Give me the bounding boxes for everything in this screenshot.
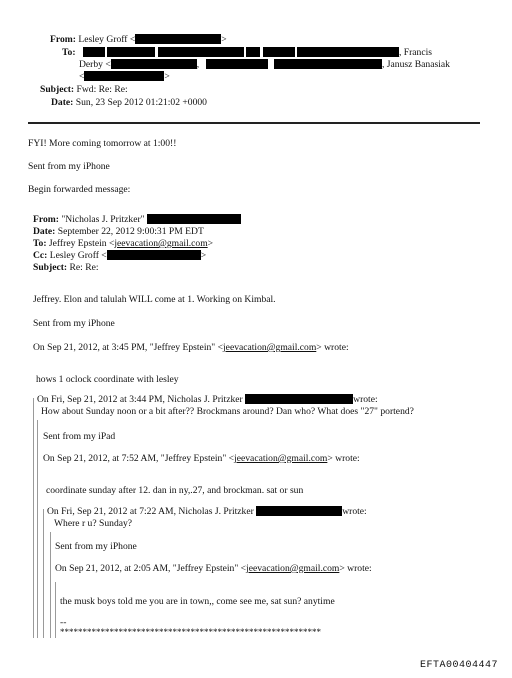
quote-bar-level-5 — [55, 582, 56, 638]
quote-5-email-link[interactable]: jeevacation@gmail.com — [246, 563, 340, 574]
thread-quote-header-1: On Sep 21, 2012, at 3:45 PM, "Jeffrey Epstein" <jeevacation@gmail.com> wrote: — [33, 342, 349, 353]
redaction-bar — [135, 34, 221, 44]
thread-msg-5: Where r u? Sunday? — [54, 518, 133, 529]
header-to-label: To: — [62, 47, 76, 58]
thread-msg-2: hows 1 oclock coordinate with lesley — [36, 374, 179, 385]
document-id: EFTA00404447 — [420, 660, 499, 671]
header-from-name: Lesley Groff < — [78, 34, 136, 45]
fwd-to-email-link[interactable]: jeevacation@gmail.com — [114, 238, 208, 249]
thread-msg-1: Jeffrey. Elon and talulah WILL come at 1. Working on Kimbal. — [33, 294, 276, 305]
thread-quote-header-2: On Fri, Sep 21, 2012 at 3:44 PM, Nicholas J. Pritzker wrote: — [37, 394, 378, 405]
redaction-bar — [111, 59, 197, 69]
header-date: Sun, 23 Sep 2012 01:21:02 +0000 — [75, 97, 207, 108]
thread-quote-header-4: On Fri, Sep 21, 2012 at 7:22 AM, Nicholas J. Pritzker wrote: — [47, 506, 367, 517]
fwd-subject: Re: Re: — [69, 262, 99, 273]
redaction-bar — [107, 47, 155, 57]
header-to-row-3: < > — [79, 71, 170, 82]
redaction-bar — [297, 47, 399, 57]
header-to-row — [62, 47, 432, 59]
thread-quote-header-5: On Sep 21, 2012, at 2:05 AM, "Jeffrey Epstein" <jeevacation@gmail.com> wrote: — [55, 563, 372, 574]
header-subject-row — [40, 84, 128, 96]
redaction-bar — [83, 47, 105, 57]
thread-msg-6: the musk boys told me you are in town,, come see me, sat sun? anytime — [60, 596, 335, 607]
redaction-bar — [84, 71, 164, 81]
header-date-label: Date: — [51, 97, 74, 108]
fwd-date: September 22, 2012 9:00:31 PM EDT — [57, 226, 204, 237]
thread-stars: ********************************************************** — [60, 627, 321, 637]
quote-bar-level-3 — [43, 509, 44, 638]
fwd-from: "Nicholas J. Pritzker" — [61, 214, 145, 225]
quote-bar-level-1 — [33, 398, 34, 638]
header-to-derby: Derby < — [79, 59, 111, 70]
header-subject-label: Subject: — [40, 84, 75, 95]
header-date-row — [51, 97, 207, 109]
header-divider — [28, 122, 480, 124]
redaction-bar — [158, 47, 244, 57]
fwd-cc-row: Cc: Lesley Groff < > — [33, 250, 207, 261]
thread-msg-4: coordinate sunday after 12. dan in ny,.27, and brockman. sat or sun — [46, 485, 304, 496]
redaction-bar — [147, 214, 241, 224]
redaction-bar — [256, 506, 342, 516]
fwd-to-row: To: Jeffrey Epstein <jeevacation@gmail.com> — [33, 238, 214, 249]
body-sent-iphone: Sent from my iPhone — [28, 161, 110, 172]
header-to-francis: , Francis — [398, 47, 432, 58]
thread-sent-ipad: Sent from my iPad — [43, 431, 116, 442]
quote-1-email-link[interactable]: jeevacation@gmail.com — [223, 342, 317, 353]
thread-msg-3: How about Sunday noon or a bit after?? Brockmans around? Dan who? What does "27" portend? — [41, 406, 414, 417]
redaction-bar — [206, 59, 268, 69]
fwd-from-row: From: "Nicholas J. Pritzker" — [33, 214, 241, 226]
header-to-row-2: Derby < , , Janusz Banasiak — [79, 59, 450, 70]
redaction-bar — [263, 47, 295, 57]
header-to-janusz: , Janusz Banasiak — [382, 59, 450, 70]
header-from-label: From: — [50, 34, 76, 45]
thread-sent-iphone-2: Sent from my iPhone — [33, 318, 115, 329]
header-from-row: From: Lesley Groff < > — [50, 34, 227, 45]
redaction-bar — [246, 47, 260, 57]
quote-bar-level-4 — [50, 532, 51, 638]
thread-sig-dash: -- — [60, 617, 67, 628]
quote-3-email-link[interactable]: jeevacation@gmail.com — [234, 453, 328, 464]
body-begin-forwarded: Begin forwarded message: — [28, 184, 131, 195]
header-subject: Fwd: Re: Re: — [76, 84, 128, 95]
redaction-bar — [245, 394, 353, 404]
redaction-bar — [274, 59, 382, 69]
fwd-subject-row: Subject: Re: Re: — [33, 262, 99, 273]
body-fyi: FYI! More coming tomorrow at 1:00!! — [28, 138, 177, 149]
thread-sent-iphone-3: Sent from my iPhone — [55, 541, 137, 552]
redaction-bar — [107, 250, 201, 260]
fwd-date-row: Date: September 22, 2012 9:00:31 PM EDT — [33, 226, 204, 237]
thread-quote-header-3: On Sep 21, 2012, at 7:52 AM, "Jeffrey Epstein" <jeevacation@gmail.com> wrote: — [43, 453, 360, 464]
quote-bar-level-2 — [37, 420, 38, 638]
